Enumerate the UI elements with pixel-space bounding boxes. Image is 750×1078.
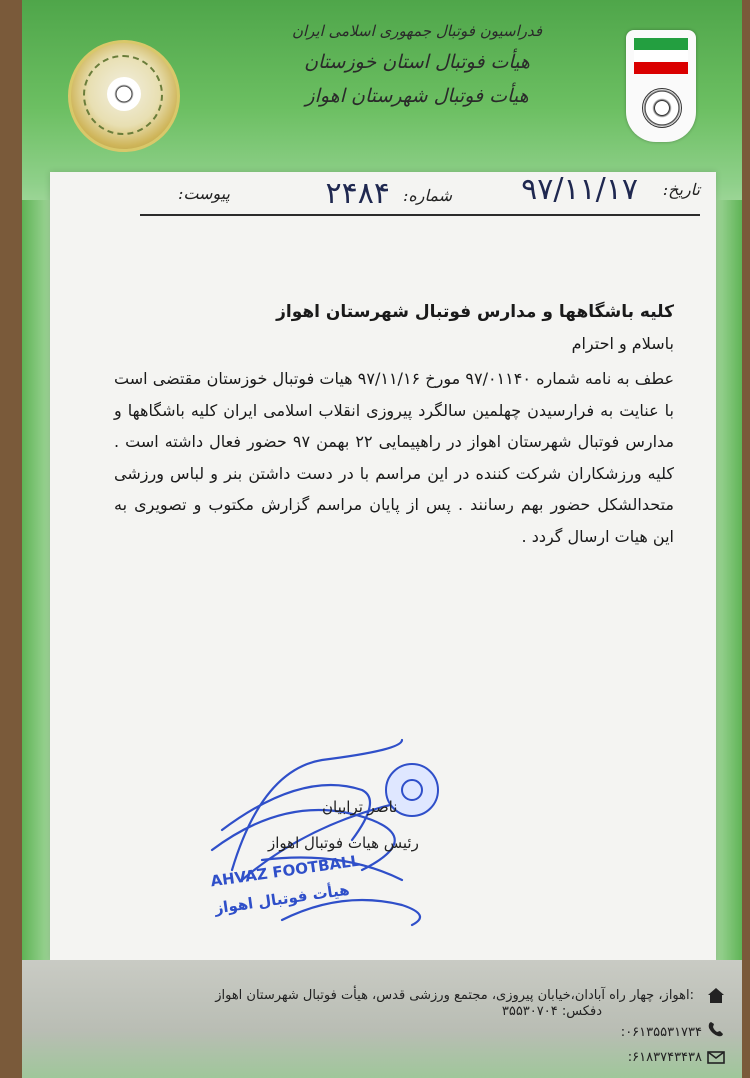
body-paragraph: عطف به نامه شماره ۹۷/۰۱۱۴۰ مورخ ۹۷/۱۱/۱۶ هیات فوتبال خوزستان مقتضی است با عنایت به فرارسیدن چهلمین سالگرد پیروزی انقلاب اسلامی ایران کلیه باشگاهها و مدارس فوتبال شهرستان اهواز در راهپیمایی ۲۲ بهمن ۹۷ حضور فعال داشته است . کلیه ورزشکاران شرکت کننده در این مراسم با در دست داشتن بنر و لباس ورزشی متحدالشکل حضور بهم رسانند . پس از پایان مراسم گزارش مکتوب و تصویری به این هیات ارسال گردد . [114,369,675,546]
greeting: باسلام و احترام [571,334,674,353]
signer-title: رئیس هیات فوتبال اهواز [268,834,419,852]
letterhead-line2: هیأت فوتبال استان خوزستان [304,50,530,73]
football-icon [642,88,682,128]
letter-sheet [22,0,742,1078]
stamp-text-en: AHVAZ FOOTBALL [209,851,362,891]
khuzestan-football-logo [68,40,180,152]
right-green-border [716,200,742,960]
letterhead-titles [272,22,562,109]
footer-postal: ۶۱۸۳۷۴۳۴۳۸: [627,1050,702,1065]
letter-body [114,302,674,552]
letterhead-line1: فدراسیون فوتبال جمهوری اسلامی ایران [291,22,543,40]
date-value: ۹۷/۱۱/۱۷ [521,172,638,207]
meta-underline [140,214,700,216]
addressee: کلیه باشگاهها و مدارس فوتبال شهرستان اهواز [276,302,674,322]
footer-fax: دفکس: ۳۵۵۳۰۷۰۴ [501,1004,602,1019]
phone-icon [706,1020,726,1038]
logo-ball-icon [107,77,141,111]
footer-address: :اهواز، چهار راه آبادان،خیابان پیروزی، مجتمع ورزشی قدس، هیأت فوتبال شهرستان اهواز [215,988,694,1003]
iran-flag-icon [634,38,688,74]
home-icon [706,986,726,1004]
left-green-border [22,200,50,960]
signer-name: ناصر ترابیان [322,798,398,816]
stamp-text-fa: هیأت فوتبال اهواز [213,880,351,918]
attachment-label: پیوست: [177,184,230,203]
letterhead-line3: هیأت فوتبال شهرستان اهواز [305,85,529,108]
number-label: شماره: [402,186,452,205]
mail-icon [706,1048,726,1066]
footer-phone: ۰۶۱۳۵۵۳۱۷۳۴: [620,1025,702,1040]
iran-federation-logo [626,30,696,142]
date-label: تاریخ: [662,180,700,199]
number-value: ۲۴۸۴ [325,176,390,211]
